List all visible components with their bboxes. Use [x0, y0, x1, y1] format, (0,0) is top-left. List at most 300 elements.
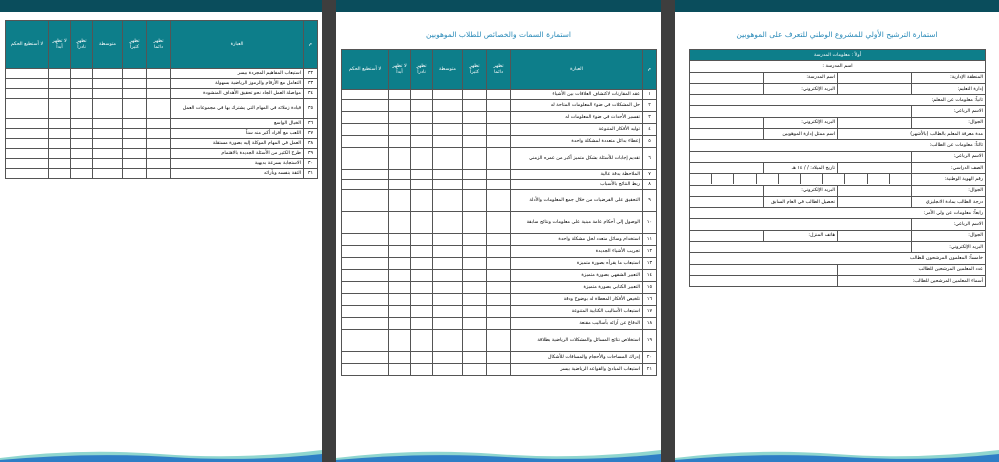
student-email-field[interactable] [690, 185, 764, 196]
row-statement: الثقة بنفسه وبآرائه [171, 169, 304, 179]
rating-cell-cannot[interactable] [342, 294, 389, 306]
rating-cell-cannot[interactable] [342, 180, 389, 190]
page-nomination-form [675, 0, 999, 462]
rating-cell-always[interactable] [487, 212, 511, 234]
region-field[interactable] [838, 72, 912, 83]
row-number: ١ [643, 90, 657, 100]
gifted-rep-field[interactable] [690, 129, 764, 140]
rating-cell-rarely[interactable] [411, 124, 433, 136]
row-statement: التعبير الشفهي بصورة متميزة [511, 270, 643, 282]
rating-cell-often[interactable] [463, 246, 487, 258]
row-statement: ربط النتائج بالأسباب [511, 180, 643, 190]
rating-cell-often[interactable] [463, 282, 487, 294]
rating-cell-rarely[interactable] [411, 246, 433, 258]
col-statement: العبارة [511, 50, 643, 90]
rating-cell-cannot[interactable] [342, 136, 389, 148]
rating-cell-never[interactable] [49, 79, 71, 89]
rating-cell-sometimes[interactable] [433, 270, 463, 282]
rating-cell-often[interactable] [123, 159, 147, 169]
row-statement: تجريب الأشياء الجديدة [511, 246, 643, 258]
rating-cell-always[interactable] [487, 270, 511, 282]
rating-cell-never[interactable] [389, 246, 411, 258]
rating-cell-often[interactable] [463, 212, 487, 234]
rating-cell-never[interactable] [49, 129, 71, 139]
col-num: م [643, 50, 657, 90]
teacher-mobile-label: الجوال: [912, 117, 986, 128]
rating-cell-rarely[interactable] [411, 364, 433, 376]
rating-cell-always[interactable] [487, 136, 511, 148]
rating-cell-always[interactable] [487, 258, 511, 270]
rating-cell-often[interactable] [463, 180, 487, 190]
rating-cell-never[interactable] [49, 139, 71, 149]
rating-cell-often[interactable] [123, 89, 147, 99]
rating-cell-often[interactable] [463, 190, 487, 212]
table-row [342, 212, 657, 234]
rating-cell-sometimes[interactable] [433, 330, 463, 352]
region-label: المنطقة الإدارية: [912, 72, 986, 83]
guardian-mobile-label: الجوال: [912, 230, 986, 241]
rating-cell-never[interactable] [49, 149, 71, 159]
rating-cell-sometimes[interactable] [433, 306, 463, 318]
row-statement: حل المشكلات في ضوء المعلومات المتاحة له [511, 100, 643, 112]
row-number: ٧ [643, 170, 657, 180]
rating-cell-often[interactable] [463, 294, 487, 306]
rating-cell-often[interactable] [463, 270, 487, 282]
rating-cell-never[interactable] [49, 169, 71, 179]
rating-cell-never[interactable] [49, 69, 71, 79]
rating-cell-rarely[interactable] [411, 318, 433, 330]
grade-label: الصف الدراسي: [912, 162, 986, 173]
rating-cell-cannot[interactable] [342, 90, 389, 100]
rating-cell-sometimes[interactable] [433, 234, 463, 246]
rating-cell-always[interactable] [487, 234, 511, 246]
rating-cell-cannot[interactable] [342, 330, 389, 352]
row-statement: التعبير الكتابي بصورة متميزة [511, 282, 643, 294]
table-row [342, 282, 657, 294]
rating-cell-always[interactable] [487, 364, 511, 376]
row-number: ٨ [643, 180, 657, 190]
rating-cell-rarely[interactable] [411, 282, 433, 294]
rating-cell-often[interactable] [123, 79, 147, 89]
rating-cell-always[interactable] [487, 282, 511, 294]
rating-cell-sometimes[interactable] [93, 129, 123, 139]
rating-cell-never[interactable] [389, 330, 411, 352]
rating-cell-rarely[interactable] [71, 139, 93, 149]
row-number: ١٠ [643, 212, 657, 234]
table-row [6, 89, 318, 99]
rating-cell-never[interactable] [389, 124, 411, 136]
row-statement: استخدام وسائل متعدد لحل مشكلة واحدة [511, 234, 643, 246]
rating-cell-sometimes[interactable] [93, 79, 123, 89]
rating-cell-rarely[interactable] [71, 79, 93, 89]
rating-cell-never[interactable] [389, 258, 411, 270]
rating-cell-sometimes[interactable] [433, 364, 463, 376]
table-row [342, 364, 657, 376]
footer-waves [675, 444, 999, 462]
rating-cell-never[interactable] [389, 306, 411, 318]
rating-cell-often[interactable] [463, 170, 487, 180]
row-number: ١٩ [643, 330, 657, 352]
table-row [342, 318, 657, 330]
rating-cell-always[interactable] [147, 159, 171, 169]
rating-cell-rarely[interactable] [411, 112, 433, 124]
rating-cell-cannot[interactable] [6, 129, 49, 139]
guardian-mobile-field[interactable] [838, 230, 912, 241]
rating-cell-sometimes[interactable] [433, 282, 463, 294]
rating-cell-cannot[interactable] [342, 364, 389, 376]
rating-cell-sometimes[interactable] [433, 170, 463, 180]
rating-cell-cannot[interactable] [6, 89, 49, 99]
rating-cell-sometimes[interactable] [433, 258, 463, 270]
row-number: ١٦ [643, 294, 657, 306]
col-never: لا تظهر أبداً [389, 50, 411, 90]
rating-cell-often[interactable] [123, 169, 147, 179]
teacher-names-label: أسماء المعلمين المرشحين للطالب: [838, 275, 986, 286]
rating-cell-never[interactable] [389, 364, 411, 376]
rating-cell-cannot[interactable] [342, 190, 389, 212]
rating-cell-rarely[interactable] [411, 180, 433, 190]
rating-cell-always[interactable] [147, 129, 171, 139]
col-often: تظهر كثيراً [463, 50, 487, 90]
rating-cell-rarely[interactable] [71, 119, 93, 129]
rating-cell-often[interactable] [463, 100, 487, 112]
row-number: ٣٧ [304, 129, 318, 139]
rating-cell-sometimes[interactable] [93, 149, 123, 159]
table-row [342, 100, 657, 112]
rating-cell-never[interactable] [389, 170, 411, 180]
rating-cell-always[interactable] [487, 90, 511, 100]
rating-cell-always[interactable] [487, 100, 511, 112]
rating-cell-often[interactable] [463, 124, 487, 136]
rating-cell-never[interactable] [389, 90, 411, 100]
table-row [342, 136, 657, 148]
rating-cell-often[interactable] [463, 136, 487, 148]
rating-cell-always[interactable] [147, 89, 171, 99]
rating-cell-always[interactable] [487, 180, 511, 190]
birth-date-field[interactable] [690, 162, 764, 173]
teacher-mobile-field[interactable] [838, 117, 912, 128]
english-grade-label: درجة الطالب بمادة الانجليزي [912, 196, 986, 207]
rating-cell-sometimes[interactable] [433, 112, 463, 124]
row-number: ١٢ [643, 246, 657, 258]
rating-cell-rarely[interactable] [411, 136, 433, 148]
rating-cell-sometimes[interactable] [93, 99, 123, 119]
national-id-label: رقم الهوية الوطنية: [912, 174, 986, 185]
rating-cell-often[interactable] [463, 318, 487, 330]
rating-cell-often[interactable] [463, 112, 487, 124]
rating-cell-always[interactable] [487, 112, 511, 124]
table-row [342, 90, 657, 100]
row-statement: إدراك المساحات والأحجام والمسافات للأشكال [511, 352, 643, 364]
table-row [342, 294, 657, 306]
edu-admin-field[interactable] [838, 83, 912, 94]
rating-cell-rarely[interactable] [71, 89, 93, 99]
row-statement: توليد الأفكار المتنوعة [511, 124, 643, 136]
rating-cell-sometimes[interactable] [433, 180, 463, 190]
rating-cell-often[interactable] [463, 90, 487, 100]
rating-cell-often[interactable] [123, 69, 147, 79]
rating-cell-always[interactable] [487, 148, 511, 170]
rating-cell-never[interactable] [49, 159, 71, 169]
row-statement: استيعاب المفاهيم المجردة بيسر [171, 69, 304, 79]
row-number: ٦ [643, 148, 657, 170]
rating-cell-rarely[interactable] [411, 100, 433, 112]
rating-cell-often[interactable] [463, 352, 487, 364]
edu-admin-label: إدارة التعليم: [912, 83, 986, 94]
rating-cell-often[interactable] [463, 306, 487, 318]
rating-cell-sometimes[interactable] [433, 212, 463, 234]
col-sometimes: متوسطة [93, 21, 123, 69]
col-always: تظهر دائما [487, 50, 511, 90]
rating-cell-always[interactable] [147, 169, 171, 179]
rating-cell-sometimes[interactable] [93, 159, 123, 169]
rating-cell-often[interactable] [123, 129, 147, 139]
rating-cell-rarely[interactable] [71, 129, 93, 139]
rating-cell-cannot[interactable] [6, 119, 49, 129]
school-name-field[interactable] [690, 72, 764, 83]
rating-cell-never[interactable] [389, 148, 411, 170]
rating-cell-often[interactable] [463, 234, 487, 246]
rating-cell-rarely[interactable] [71, 159, 93, 169]
student-name-field[interactable] [690, 151, 912, 162]
row-number: ٣١ [304, 169, 318, 179]
rating-cell-often[interactable] [463, 364, 487, 376]
school-name-header: اسم المدرسة : [690, 61, 986, 72]
guardian-email-field[interactable] [690, 242, 912, 253]
row-statement: العمل في المهام الموكلة إليه بصورة مستقلة [171, 139, 304, 149]
row-statement: قيادة زملائه في المهام التي يشترك بها في مجموعات العمل [171, 99, 304, 119]
rating-cell-always[interactable] [487, 124, 511, 136]
table-row [342, 180, 657, 190]
rating-cell-often[interactable] [123, 119, 147, 129]
rating-cell-always[interactable] [147, 99, 171, 119]
rating-cell-never[interactable] [389, 352, 411, 364]
rating-cell-sometimes[interactable] [93, 69, 123, 79]
rating-cell-never[interactable] [389, 234, 411, 246]
rating-cell-never[interactable] [389, 270, 411, 282]
rating-cell-never[interactable] [389, 294, 411, 306]
row-statement: تلخيص الأفكار المعطاة له بوضوح ودقة [511, 294, 643, 306]
rating-cell-rarely[interactable] [411, 148, 433, 170]
rating-cell-rarely[interactable] [411, 170, 433, 180]
rating-cell-rarely[interactable] [411, 212, 433, 234]
page-continuation [0, 0, 322, 462]
rating-cell-always[interactable] [147, 139, 171, 149]
col-cannot: لا أستطيع الحكم [342, 50, 389, 90]
prev-achievement-field[interactable] [690, 196, 764, 207]
rating-cell-cannot[interactable] [342, 124, 389, 136]
rating-cell-never[interactable] [49, 119, 71, 129]
row-statement: الوصول إلى أحكام عامة مبنية على معلومات ونتائج سابقة [511, 212, 643, 234]
rating-cell-cannot[interactable] [342, 282, 389, 294]
rating-cell-never[interactable] [389, 282, 411, 294]
grade-field[interactable] [838, 162, 912, 173]
row-statement: الملاحظة بدقة عالية [511, 170, 643, 180]
col-rarely: تظهر نادراً [411, 50, 433, 90]
rating-cell-cannot[interactable] [342, 270, 389, 282]
footer-waves [0, 444, 322, 462]
student-mobile-field[interactable] [838, 185, 912, 196]
teacher-count-field[interactable] [690, 264, 838, 275]
footer-waves [336, 444, 661, 462]
rating-cell-sometimes[interactable] [433, 90, 463, 100]
rating-cell-never[interactable] [389, 190, 411, 212]
row-number: ١١ [643, 234, 657, 246]
rating-cell-sometimes[interactable] [93, 169, 123, 179]
student-mobile-label: الجوال: [912, 185, 986, 196]
table-row [342, 148, 657, 170]
row-number: ٣٨ [304, 139, 318, 149]
home-phone-field[interactable] [690, 230, 764, 241]
rating-cell-rarely[interactable] [411, 258, 433, 270]
rating-cell-always[interactable] [487, 294, 511, 306]
rating-cell-sometimes[interactable] [433, 124, 463, 136]
page-characteristics [336, 0, 661, 462]
rating-cell-cannot[interactable] [6, 79, 49, 89]
rating-cell-often[interactable] [123, 139, 147, 149]
rating-cell-sometimes[interactable] [433, 246, 463, 258]
table-row [6, 119, 318, 129]
rating-cell-always[interactable] [487, 246, 511, 258]
school-email-field[interactable] [690, 83, 764, 94]
rating-cell-always[interactable] [487, 330, 511, 352]
teacher-email-field[interactable] [690, 117, 764, 128]
rating-table-continued [5, 20, 318, 179]
rating-cell-sometimes[interactable] [93, 89, 123, 99]
rating-cell-rarely[interactable] [71, 169, 93, 179]
rating-cell-rarely[interactable] [411, 90, 433, 100]
table-row [342, 306, 657, 318]
rating-cell-sometimes[interactable] [433, 318, 463, 330]
row-number: ٣٢ [304, 69, 318, 79]
row-number: ١٣ [643, 258, 657, 270]
row-statement: التعامل مع الأرقام والرموز الرياضية بسهولة [171, 79, 304, 89]
rating-cell-cannot[interactable] [342, 318, 389, 330]
table-row [342, 258, 657, 270]
rating-cell-often[interactable] [463, 148, 487, 170]
rating-cell-cannot[interactable] [342, 352, 389, 364]
rating-cell-sometimes[interactable] [433, 100, 463, 112]
section-guardian-info: رابعاً: معلومات عن ولي الأمر: [690, 208, 986, 219]
rating-cell-cannot[interactable] [342, 306, 389, 318]
english-grade-field[interactable] [838, 196, 912, 207]
rating-cell-always[interactable] [147, 69, 171, 79]
rating-cell-rarely[interactable] [411, 306, 433, 318]
rating-cell-cannot[interactable] [342, 148, 389, 170]
birth-date-label: تاريخ الميلاد: / / ١٤ هـ [764, 162, 838, 173]
rating-cell-often[interactable] [463, 330, 487, 352]
rating-cell-rarely[interactable] [411, 330, 433, 352]
table-row [342, 330, 657, 352]
row-statement: استيعاب الأساليب الكتابية المتنوعة [511, 306, 643, 318]
rating-cell-always[interactable] [487, 352, 511, 364]
rating-cell-cannot[interactable] [6, 99, 49, 119]
school-name-label: اسم المدرسة: [764, 72, 838, 83]
rating-cell-never[interactable] [389, 136, 411, 148]
row-statement: عقد المقارنات لاكتشاف العلاقات بين الأشياء [511, 90, 643, 100]
rating-cell-rarely[interactable] [411, 352, 433, 364]
rating-cell-cannot[interactable] [6, 69, 49, 79]
rating-cell-sometimes[interactable] [433, 136, 463, 148]
rating-cell-always[interactable] [147, 149, 171, 159]
rating-cell-sometimes[interactable] [433, 148, 463, 170]
rating-cell-rarely[interactable] [71, 99, 93, 119]
table-row [342, 270, 657, 282]
home-phone-label: هاتف المنزل: [764, 230, 838, 241]
rating-cell-sometimes[interactable] [93, 119, 123, 129]
rating-cell-rarely[interactable] [71, 69, 93, 79]
rating-cell-always[interactable] [487, 318, 511, 330]
rating-cell-rarely[interactable] [411, 294, 433, 306]
top-band [675, 0, 999, 12]
rating-cell-always[interactable] [487, 190, 511, 212]
rating-table [341, 49, 657, 376]
rating-cell-rarely[interactable] [411, 234, 433, 246]
row-number: ١٧ [643, 306, 657, 318]
rating-cell-cannot[interactable] [342, 258, 389, 270]
table-row [6, 99, 318, 119]
rating-cell-never[interactable] [389, 212, 411, 234]
rating-cell-always[interactable] [487, 306, 511, 318]
rating-cell-sometimes[interactable] [93, 139, 123, 149]
rating-cell-always[interactable] [147, 119, 171, 129]
rating-cell-sometimes[interactable] [433, 294, 463, 306]
rating-cell-never[interactable] [49, 89, 71, 99]
table-row [342, 112, 657, 124]
rating-cell-often[interactable] [123, 99, 147, 119]
rating-cell-always[interactable] [147, 79, 171, 89]
rating-cell-rarely[interactable] [411, 190, 433, 212]
rating-cell-often[interactable] [123, 149, 147, 159]
teacher-name-field[interactable] [690, 106, 912, 117]
rating-cell-never[interactable] [389, 318, 411, 330]
prev-achievement-label: تحصيل الطالب في العام السابق [764, 196, 838, 207]
teacher-count-label: عدد المعلمين المرشحين للطالب [838, 264, 986, 275]
rating-cell-sometimes[interactable] [433, 190, 463, 212]
rating-cell-cannot[interactable] [342, 100, 389, 112]
page-title: استمارة السمات والخصائص للطلاب الموهوبين [426, 30, 571, 39]
rating-cell-cannot[interactable] [342, 170, 389, 180]
rating-cell-cannot[interactable] [6, 149, 49, 159]
rating-cell-never[interactable] [389, 112, 411, 124]
rating-cell-sometimes[interactable] [433, 352, 463, 364]
rating-cell-cannot[interactable] [342, 212, 389, 234]
rating-cell-rarely[interactable] [411, 270, 433, 282]
table-row [6, 149, 318, 159]
rating-cell-cannot[interactable] [6, 139, 49, 149]
rating-cell-cannot[interactable] [6, 169, 49, 179]
teacher-names-field[interactable] [690, 275, 838, 286]
rating-cell-often[interactable] [463, 258, 487, 270]
rating-cell-cannot[interactable] [342, 234, 389, 246]
row-number: ١٤ [643, 270, 657, 282]
row-number: ١٥ [643, 282, 657, 294]
guardian-name-field[interactable] [690, 219, 912, 230]
rating-cell-cannot[interactable] [342, 112, 389, 124]
rating-cell-cannot[interactable] [6, 159, 49, 169]
table-row [6, 79, 318, 89]
national-id-boxes[interactable] [690, 174, 912, 185]
rating-cell-never[interactable] [49, 99, 71, 119]
row-statement: طرح الكثير من الأسئلة الجديدة بالاهتمام [171, 149, 304, 159]
rating-cell-never[interactable] [389, 100, 411, 112]
guardian-name-label: الاسم الرباعي: [912, 219, 986, 230]
rating-cell-cannot[interactable] [342, 246, 389, 258]
row-statement: التحقيق على الفرضيات من خلال جمع المعلومات والأدلة [511, 190, 643, 212]
rating-cell-always[interactable] [487, 170, 511, 180]
rating-cell-rarely[interactable] [71, 149, 93, 159]
rating-cell-never[interactable] [389, 180, 411, 190]
